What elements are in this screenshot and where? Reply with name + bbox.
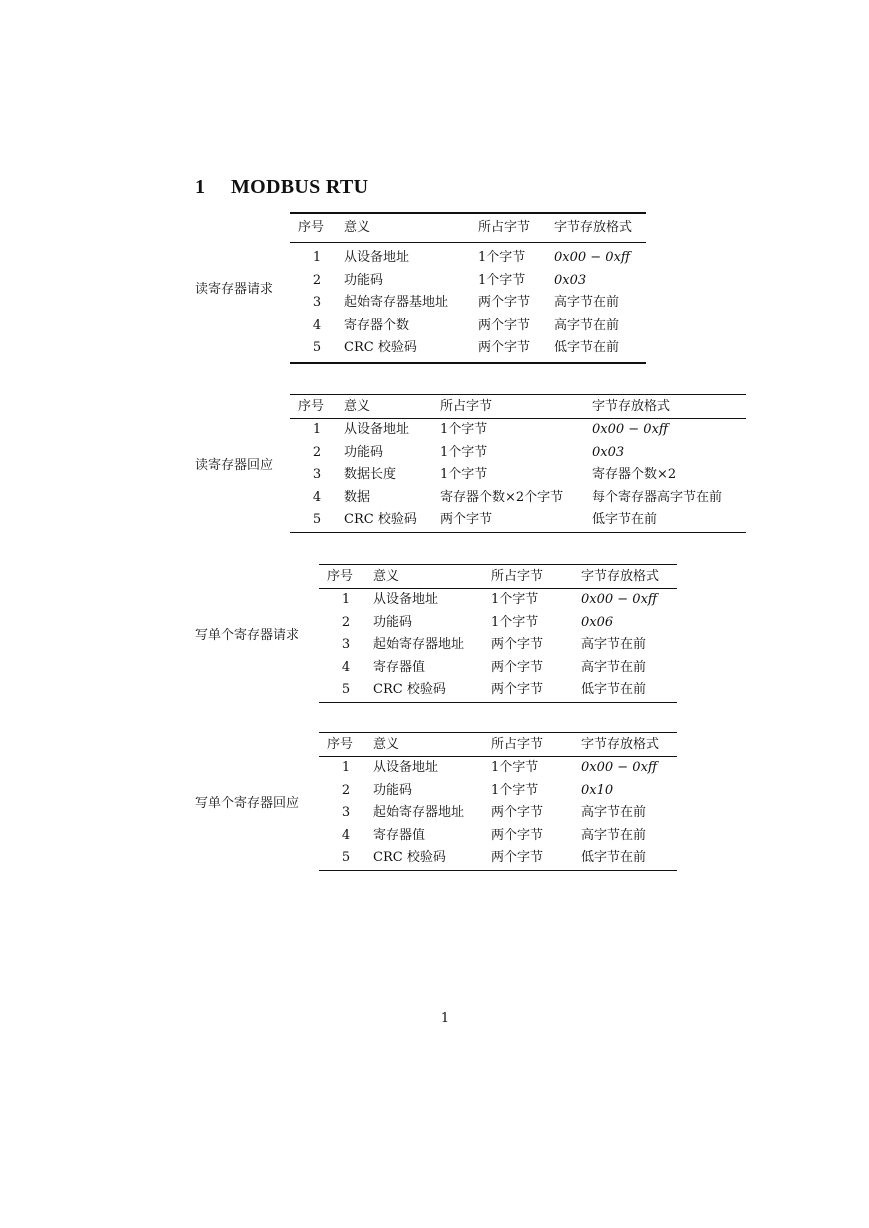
header-bytes: 所占字节 <box>491 569 544 584</box>
row-bytes: 1个字节 <box>491 614 539 630</box>
row-index: 1 <box>341 760 351 775</box>
row-index: 3 <box>341 637 351 653</box>
table-row <box>290 487 746 510</box>
table-row <box>290 292 646 315</box>
header-format: 字节存放格式 <box>554 220 633 235</box>
table-row <box>319 757 677 780</box>
row-meaning: 起始寄存器地址 <box>373 805 465 821</box>
row-meaning: 从设备地址 <box>344 250 410 265</box>
table-row <box>319 780 677 803</box>
row-meaning: 寄存器值 <box>373 659 426 675</box>
row-format: 低字节在前 <box>581 850 647 866</box>
row-format: 0x00 − 0xff <box>554 250 631 265</box>
table-row <box>319 612 677 635</box>
row-index: 4 <box>312 317 322 333</box>
row-format: 0x00 − 0xff <box>592 422 669 437</box>
table-row <box>290 270 646 293</box>
row-meaning: 寄存器个数 <box>344 317 410 333</box>
row-format: 低字节在前 <box>581 682 647 698</box>
table-row <box>319 825 677 848</box>
row-meaning: 功能码 <box>344 444 384 460</box>
write-request-label: 写单个寄存器请求 <box>195 628 300 643</box>
header-meaning: 意义 <box>373 569 400 584</box>
row-bytes: 两个字节 <box>478 340 531 356</box>
header-index: 序号 <box>298 220 325 235</box>
row-bytes: 两个字节 <box>491 682 544 698</box>
header-meaning: 意义 <box>344 399 371 414</box>
row-index: 1 <box>312 422 322 437</box>
row-index: 5 <box>312 512 322 528</box>
row-meaning: CRC 校验码 <box>373 682 446 698</box>
header-bytes: 所占字节 <box>478 220 531 235</box>
row-bytes: 两个字节 <box>491 850 544 866</box>
row-bytes: 1个字节 <box>440 422 488 437</box>
row-index: 2 <box>341 614 351 630</box>
row-format: 高字节在前 <box>581 805 647 821</box>
read-response-table <box>290 394 746 533</box>
row-format: 高字节在前 <box>581 827 647 843</box>
row-bytes: 两个字节 <box>491 805 544 821</box>
table-row <box>319 802 677 825</box>
row-index: 3 <box>341 805 351 821</box>
header-bytes: 所占字节 <box>440 399 493 414</box>
table-row <box>319 634 677 657</box>
row-meaning: 从设备地址 <box>373 592 439 607</box>
row-format: 高字节在前 <box>554 295 620 311</box>
header-meaning: 意义 <box>373 737 400 752</box>
row-meaning: 起始寄存器基地址 <box>344 295 449 311</box>
row-index: 4 <box>341 827 351 843</box>
table-row <box>319 657 677 680</box>
row-bytes: 两个字节 <box>491 637 544 653</box>
table-header-row <box>319 733 677 757</box>
row-bytes: 两个字节 <box>478 295 531 311</box>
row-index: 3 <box>312 295 322 311</box>
row-format: 0x03 <box>592 444 625 460</box>
table-row <box>319 679 677 702</box>
row-index: 5 <box>341 682 351 698</box>
row-format: 高字节在前 <box>554 317 620 333</box>
row-bytes: 1个字节 <box>440 467 488 483</box>
header-index: 序号 <box>327 737 354 752</box>
row-format: 0x00 − 0xff <box>581 592 658 607</box>
table-row <box>319 847 677 870</box>
header-format: 字节存放格式 <box>592 399 671 414</box>
write-response-label: 写单个寄存器回应 <box>195 796 300 811</box>
section-heading <box>195 176 368 199</box>
section-title: MODBUS RTU <box>231 176 369 198</box>
table-header-row <box>319 565 677 589</box>
row-index: 4 <box>341 659 351 675</box>
row-meaning: 从设备地址 <box>344 422 410 437</box>
row-format: 低字节在前 <box>592 512 658 528</box>
row-format: 0x03 <box>554 272 587 288</box>
row-meaning: 起始寄存器地址 <box>373 637 465 653</box>
row-bytes: 1个字节 <box>491 782 539 798</box>
table-header-row <box>290 395 746 419</box>
row-bytes: 1个字节 <box>440 444 488 460</box>
row-meaning: CRC 校验码 <box>373 850 446 866</box>
table-row <box>290 315 646 338</box>
table-row <box>290 419 746 442</box>
row-format: 低字节在前 <box>554 340 620 356</box>
row-bytes: 两个字节 <box>440 512 493 528</box>
row-meaning: 数据 <box>344 489 371 505</box>
row-bytes: 两个字节 <box>478 317 531 333</box>
row-meaning: 数据长度 <box>344 467 397 483</box>
row-index: 2 <box>312 444 322 460</box>
row-bytes: 两个字节 <box>491 659 544 675</box>
table-row <box>290 337 646 363</box>
header-format: 字节存放格式 <box>581 737 660 752</box>
header-format: 字节存放格式 <box>581 569 660 584</box>
row-format: 0x00 − 0xff <box>581 760 658 775</box>
header-index: 序号 <box>298 399 325 414</box>
header-index: 序号 <box>327 569 354 584</box>
row-index: 2 <box>312 272 322 288</box>
row-bytes: 两个字节 <box>491 827 544 843</box>
row-bytes: 1个字节 <box>491 592 539 607</box>
row-format: 寄存器个数×2 <box>592 467 677 483</box>
row-meaning: 功能码 <box>373 782 413 798</box>
row-meaning: 功能码 <box>344 272 384 288</box>
row-format: 高字节在前 <box>581 659 647 675</box>
row-meaning: 从设备地址 <box>373 760 439 775</box>
row-bytes: 1个字节 <box>478 250 526 265</box>
read-request-table <box>290 212 646 364</box>
row-format: 0x06 <box>581 614 614 630</box>
header-meaning: 意义 <box>344 220 371 235</box>
header-bytes: 所占字节 <box>491 737 544 752</box>
row-index: 1 <box>341 592 351 607</box>
table-row <box>319 589 677 612</box>
row-meaning: CRC 校验码 <box>344 340 417 356</box>
row-index: 2 <box>341 782 351 798</box>
write-request-table <box>319 564 677 703</box>
row-format: 每个寄存器高字节在前 <box>592 489 723 505</box>
table-row <box>290 442 746 465</box>
row-index: 1 <box>312 250 322 265</box>
row-meaning: 寄存器值 <box>373 827 426 843</box>
read-response-label: 读寄存器回应 <box>195 458 274 473</box>
row-bytes: 寄存器个数×2个字节 <box>440 489 564 505</box>
section-number: 1 <box>195 176 206 198</box>
row-format: 0x10 <box>581 782 614 798</box>
table-row <box>290 464 746 487</box>
row-meaning: 功能码 <box>373 614 413 630</box>
row-bytes: 1个字节 <box>491 760 539 775</box>
row-meaning: CRC 校验码 <box>344 512 417 528</box>
write-response-table <box>319 732 677 871</box>
row-index: 3 <box>312 467 322 483</box>
read-request-label: 读寄存器请求 <box>195 282 274 297</box>
row-index: 5 <box>312 340 322 356</box>
row-bytes: 1个字节 <box>478 272 526 288</box>
table-row <box>290 509 746 532</box>
row-index: 4 <box>312 489 322 505</box>
row-format: 高字节在前 <box>581 637 647 653</box>
row-index: 5 <box>341 850 351 866</box>
table-row <box>290 243 646 270</box>
page-number: 1 <box>440 1011 450 1026</box>
table-header-row <box>290 213 646 243</box>
